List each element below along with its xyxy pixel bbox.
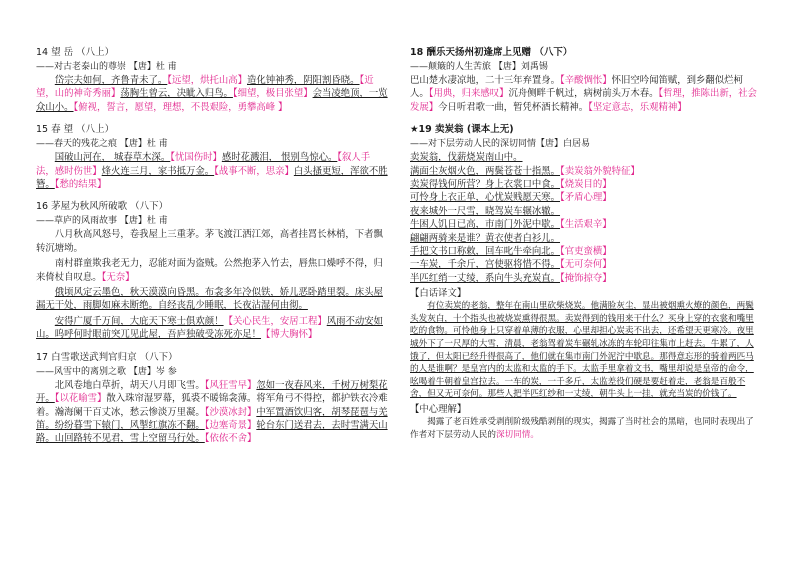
poem-title: 17 白雪歌送武判官归京 （八下）: [36, 351, 178, 363]
poem-stanza: [36, 228, 388, 255]
translation-heading: 【白话译文】: [410, 288, 467, 300]
center-heading: 【中心理解】: [410, 404, 467, 416]
annotation-tag: 【近望，山的神奇秀丽】: [36, 75, 374, 100]
verse-text: 散入珠帘湿罗幕，狐裘不暖锦衾薄。将军角弓不得控，都护铁衣冷难着。瀚海阑干百丈冰，愁云惨淡万里凝。: [36, 393, 388, 418]
verse-text: 南村群童欺我老无力，忍能对面为盗贼。公然抱茅入竹去，唇焦口燥呼不得，归来倚杖自叹息。: [36, 258, 383, 283]
annotation-tag: 【博大胸怀】: [261, 329, 318, 341]
poem-19: [410, 121, 760, 441]
poem-16: [36, 198, 388, 341]
poem-subtitle: ——颠簸的人生苦旅 【唐】刘禹锡: [410, 62, 548, 72]
poem-text: [36, 379, 388, 446]
annotation-tag: 【风狂雪早】: [204, 379, 257, 391]
annotation-tag: 【远望，烘托山高】: [167, 75, 247, 86]
annotation-tag: 【边塞奇景】: [204, 419, 257, 431]
poem-line: [410, 245, 760, 258]
verse-text: 忽如一夜春风来，千树万树梨花开。: [36, 379, 388, 405]
poem-line: [410, 218, 760, 231]
verse-text: 会当凌绝顶，一览众山小。: [36, 88, 388, 113]
verse-text: 风雨不动安如山。呜呼何时眼前突兀见此屋，吾庐独破受冻死亦足！: [36, 315, 383, 341]
annotation-tag: 【忧国伤时】: [170, 152, 222, 164]
annotation-tag: 【愁的结果】: [54, 179, 107, 191]
poem-text: [36, 74, 388, 114]
annotation-tag: 【沙漠冰封】: [204, 406, 257, 418]
poem-stanza: [36, 286, 388, 313]
verse-text: 国破山河在， 城春草木深。: [54, 152, 171, 164]
poem-stanza: [36, 315, 388, 342]
annotation-tag: 【卖炭翁外貌特征】: [560, 165, 640, 177]
verse-text: 牛困人饥日已高，市南门外泥中歇。: [410, 219, 561, 231]
poem-line: [410, 258, 760, 271]
verse-text: 半匹红绡一丈绫，系向牛头充炭直。: [410, 272, 561, 284]
poem-stanza: [36, 257, 388, 284]
annotation-tag: 【关心民生，安居工程】: [223, 315, 327, 327]
verse-text: 中军置酒饮归客，胡琴琵琶与羌笛。纷纷暮雪下辕门，风掣红旗冻不翻。: [36, 406, 388, 431]
verse-text: 轮台东门送君去，去时雪满天山路。山回路转不见君，雪上空留马行处。: [36, 419, 388, 445]
verse-text: 俄顷风定云墨色，秋天漠漠向昏黑。布衾多年冷似铁，娇儿恶卧踏里裂。床头屋漏无干处，雨脚如麻未断绝。自经丧乱少睡眠，长夜沾湿何由彻。: [36, 287, 383, 312]
center-text: [410, 416, 760, 441]
annotation-tag: 【生活艰辛】: [560, 219, 612, 231]
poem-subtitle: ——对下层劳动人民的深切同情【唐】白居易: [410, 139, 591, 150]
poem-subtitle: ——对古老泰山的尊崇 【唐】杜 甫: [36, 62, 177, 72]
verse-text: 卖炭得钱何所营？身上衣裳口中食。: [410, 179, 561, 191]
annotation-tag: 【以花喻雪】: [54, 393, 107, 405]
verse-text: 沉舟侧畔千帆过，病树前头万木春。: [508, 88, 659, 100]
annotation-tag: 【辛酸惆怅】: [560, 75, 612, 86]
poem-18: [410, 44, 760, 114]
verse-text: 八月秋高风怒号，卷我屋上三重茅。茅飞渡江洒江郊，高者挂罥长林梢，下者飘转沉塘坳。: [36, 229, 383, 254]
poem-text: [36, 151, 388, 191]
annotation-tag: 【无奈】: [101, 271, 135, 283]
center-body: 揭露了老百姓承受剥削阶级残酷剥削的现实，揭露了当时社会的黑暗，也同时表现出了作者对下层劳动人民的深切同情。: [410, 417, 754, 440]
verse-text: 造化钟神秀，阴阳割昏晓。: [247, 75, 360, 86]
poem-lines: [410, 151, 760, 285]
verse-text: 手把文书口称敕，回车叱牛牵向北。: [410, 246, 561, 258]
verse-text: 烽火连三月，家书抵万金。: [101, 165, 215, 177]
verse-text: 安得广厦千万间，大庇天下寒士俱欢颜！: [54, 315, 224, 327]
annotation-tag: 【坚定意志，乐观精神】: [588, 101, 687, 113]
poem-line: [410, 191, 760, 204]
verse-text: 夜来城外一尺雪，晓驾炭车辗冰辙。: [410, 205, 561, 217]
poem-15: [36, 121, 388, 191]
poem-title: 14 望 岳 （八上）: [36, 47, 115, 58]
verse-text: 荡胸生曾云，决眦入归鸟。: [120, 88, 233, 100]
poem-title: 16 茅屋为秋风所破歌 （八下）: [36, 201, 169, 213]
right-column: [410, 44, 760, 441]
poem-text: [410, 74, 760, 114]
poem-17: [36, 349, 388, 446]
annotation-tag: 【官吏蛮横】: [560, 246, 612, 258]
annotation-tag: 【依依不舍】: [204, 433, 257, 445]
poem-title: 18 酬乐天扬州初逢席上见赠 （八下）: [410, 47, 573, 58]
center-highlight: 深切同情。: [495, 429, 539, 440]
verse-text: 白头搔更短，浑欲不胜簪。: [36, 165, 388, 191]
verse-text: 感时花溅泪， 恨别鸟惊心。: [221, 152, 338, 164]
annotation-tag: 【矛盾心理】: [560, 192, 612, 204]
poem-line: [410, 178, 760, 191]
translation-text: [410, 300, 760, 401]
poem-subtitle: ——风雪中的离别之歌 【唐】岑 参: [36, 366, 177, 377]
verse-text: 满面尘灰烟火色，两鬓苍苍十指黑。: [410, 165, 561, 177]
verse-text: 可怜身上衣正单，心忧炭贱愿天寒。: [410, 192, 561, 204]
poem-subtitle: ——春天的残花之痕 【唐】杜 甫: [36, 139, 168, 150]
annotation-tag: 【战事不断，思亲】: [214, 165, 294, 177]
verse-text: 卖炭翁，伐薪烧炭南山中。: [410, 152, 523, 164]
poem-subtitle: ——草庐的风雨故事 【唐】杜 甫: [36, 216, 168, 227]
verse-text: 一车炭，千余斤，宫使驱将惜不得。: [410, 259, 561, 271]
poem-14: [36, 44, 388, 114]
annotation-tag: 【用典，归来感叹】: [428, 88, 509, 100]
poem-title: ★19 卖炭翁 (课本上无): [410, 124, 514, 136]
verse-text: 北风卷地白草折，胡天八月即飞雪。: [54, 379, 205, 391]
verse-text: 岱宗夫如何，齐鲁青未了。: [54, 75, 168, 86]
annotation-tag: 【掩饰掠夺】: [560, 272, 612, 284]
poem-line: [410, 232, 760, 245]
poem-title: 15 春 望 （八上）: [36, 124, 115, 136]
left-column: [36, 44, 388, 453]
annotation-tag: 【叙人手法，感时伤世】: [36, 152, 371, 177]
translation-body: 有位卖炭的老翁，整年在南山里砍柴烧炭。他满脸灰尘，显出被烟熏火燎的颜色，两鬓头发灰白，十个指头也被烧炭熏得很黑。卖炭得到的钱用来干什么？买身上穿的衣裳和嘴里吃的食物。可怜他身上只穿着单薄的衣服，心里却担心炭卖不出去，还希望天更寒冷。夜里城外下了一尺厚的大雪，清晨，老翁驾着炭车碾轧冰冻的车轮印往集市上赶去。牛累了，人饿了，但太阳已经升得很高了，他们就在集市南门外泥泞中歇息。那得意忘形的骑着两匹马的人是谁啊？是皇宫内的太监和太监的手下。太监手里拿着文书，嘴里却说是皇帝的命令，吆喝着牛朝着皇宫拉去。一车的炭，一千多斤，太监差役们硬是要赶着走，老翁是百般不舍，但又无可奈何。那些人把半匹红纱和一丈绫，朝牛头上一挂，就充当炭的价钱了。: [410, 301, 754, 400]
annotation-tag: 【哲理，推陈出新，社会发展】: [410, 88, 757, 113]
poem-line: [410, 165, 760, 178]
annotation-tag: 【烧炭目的】: [560, 179, 612, 191]
verse-text: 今日听君歌一曲，暂凭杯酒长精神。: [438, 101, 589, 113]
annotation-tag: 【细望，极目张望】: [232, 88, 313, 100]
poem-line: [410, 151, 760, 164]
verse-text: 巴山楚水凄凉地，二十三年弃置身。: [410, 75, 561, 86]
annotation-tag: 【俯视，誓言，愿望，理想，不畏艰险，勇攀高峰 】: [73, 101, 288, 113]
poem-line: [410, 272, 760, 285]
annotation-tag: 【无可奈何】: [560, 259, 612, 271]
poem-line: [410, 205, 760, 218]
verse-text: 翩翩两骑来是谁？黄衣使者白衫儿。: [410, 232, 561, 244]
verse-text: 怀旧空吟闻笛赋，到乡翻似烂柯人。: [410, 75, 743, 100]
